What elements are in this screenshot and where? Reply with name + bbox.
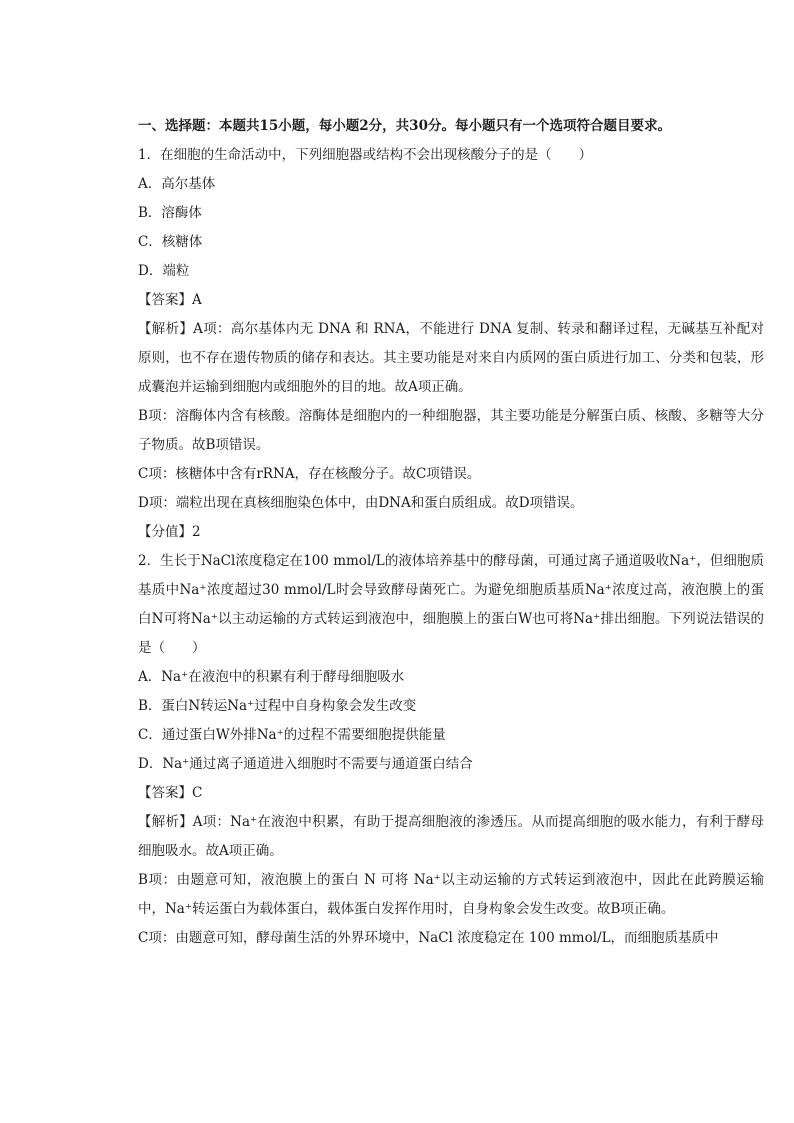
analysis-paragraph-c: C项：核糖体中含有rRNA，存在核酸分子。故C项错误。 (138, 466, 481, 482)
question-stem: 1．在细胞的生命活动中，下列细胞器或结构不会出现核酸分子的是（ ） (138, 147, 593, 163)
page-content (138, 112, 764, 953)
score-label: 【分值】2 (138, 524, 201, 540)
option-c: C．核糖体 (138, 234, 203, 250)
analysis-paragraph-a: 【解析】A项：Na⁺在液泡中积累，有助于提高细胞液的渗透压。从而提高细胞的吸水能力，有利于酵母细胞吸水。故A项正确。 (138, 814, 764, 859)
question-stem: 2．生长于NaCl浓度稳定在100 mmol/L的液体培养基中的酵母菌，可通过离子通道吸收Na⁺，但细胞质基质中Na⁺浓度超过30 mmol/L时会导致酵母菌死亡。为避免细胞质基质Na⁺浓度过高，液泡膜上的蛋白N可将Na⁺以主动运输的方式转运到液泡中，细胞膜上的蛋白W也可将Na⁺排出细胞。下列说法错误的是（ ） (138, 553, 764, 656)
option-a: A．高尔基体 (138, 176, 216, 192)
option-b: B．蛋白N转运Na⁺过程中自身构象会发生改变 (138, 698, 417, 714)
analysis-paragraph-a: 【解析】A项：高尔基体内无 DNA 和 RNA，不能进行 DNA 复制、转录和翻译过程，无碱基互补配对原则，也不存在遗传物质的储存和表达。其主要功能是对来自内质网的蛋白质进行加工、分类和包装，形成囊泡并运输到细胞内或细胞外的目的地。故A项正确。 (138, 321, 764, 395)
section-header: 一、选择题：本题共15小题，每小题2分，共30分。每小题只有一个选项符合题目要求。 (138, 118, 671, 134)
option-b: B．溶酶体 (138, 205, 202, 221)
analysis-paragraph-d: D项：端粒出现在真核细胞染色体中，由DNA和蛋白质组成。故D项错误。 (138, 495, 584, 511)
analysis-paragraph-b: B项：溶酶体内含有核酸。溶酶体是细胞内的一种细胞器，其主要功能是分解蛋白质、核酸、多糖等大分子物质。故B项错误。 (138, 408, 764, 453)
option-c: C．通过蛋白W外排Na⁺的过程不需要细胞提供能量 (138, 727, 446, 743)
analysis-paragraph-b: B项：由题意可知，液泡膜上的蛋白 N 可将 Na⁺以主动运输的方式转运到液泡中，因此在此跨膜运输中，Na⁺转运蛋白为载体蛋白，载体蛋白发挥作用时，自身构象会发生改变。故B项正确。 (138, 872, 764, 917)
question-2 (138, 547, 764, 953)
analysis-paragraph-c: C项：由题意可知，酵母菌生活的外界环境中，NaCl 浓度稳定在 100 mmol/L，而细胞质基质中 (138, 930, 719, 946)
answer-label: 【答案】A (138, 292, 202, 308)
answer-label: 【答案】C (138, 785, 203, 801)
question-1 (138, 141, 764, 547)
option-d: D．Na⁺通过离子通道进入细胞时不需要与通道蛋白结合 (138, 756, 473, 772)
option-d: D．端粒 (138, 263, 190, 279)
option-a: A．Na⁺在液泡中的积累有利于酵母细胞吸水 (138, 669, 405, 685)
